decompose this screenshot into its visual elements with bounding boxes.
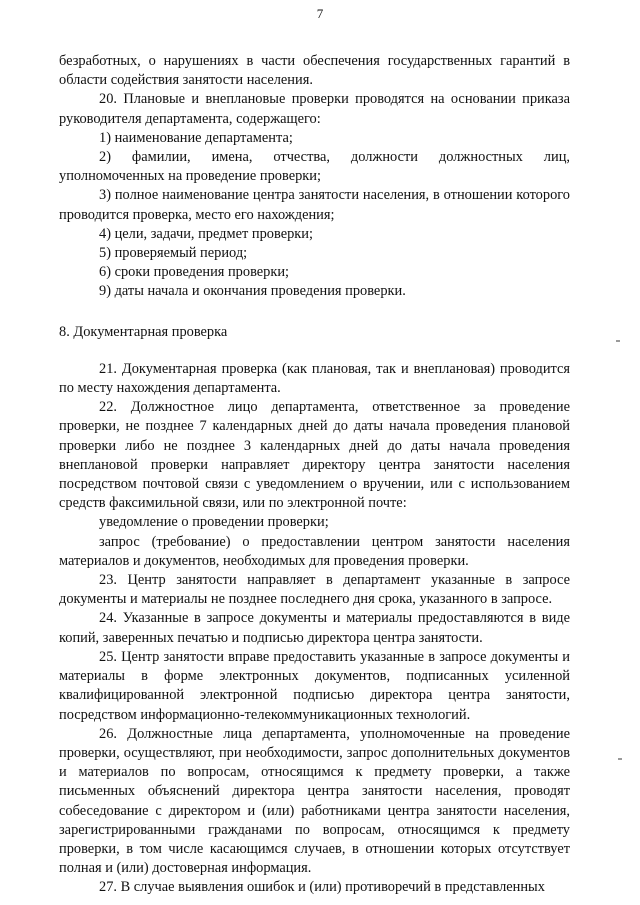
page-number: 7 [316, 6, 324, 21]
list-item-6: 6) сроки проведения проверки; [99, 264, 290, 281]
scan-speck [618, 758, 622, 760]
list-item-2: 2) фамилии, имена, отчества, должности должностных лиц, уполномоченных на проведение проверки; [59, 149, 570, 185]
scan-speck [616, 340, 620, 342]
paragraph-26: 26. Должностные лица департамента, уполномоченные на проведение проверки, осуществляют, при необходимости, запрос дополнительных документов и материалов по вопросам, относящимся к предмету проверки, а также письменных объяснений директора центра занятости населения, проводят собеседование с директором и (или) работниками центра занятости населения, зарегистрированными гражданами по вопросам, относящимся к предмету проверки, в том числе касающимся случаев, в отношении которых отсутствует полная и (или) достоверная информация. [59, 725, 570, 877]
paragraph-22-notice: уведомление о проведении проверки; [99, 514, 329, 531]
paragraph-27: 27. В случае выявления ошибок и (или) противоречий в представленных [99, 879, 545, 896]
paragraph-continuation: безработных, о нарушениях в части обеспечения государственных гарантий в области содействия занятости населения. [59, 53, 570, 89]
paragraph-22-request: запрос (требование) о предоставлении центром занятости населения материалов и документов, необходимых для проведения проверки. [59, 533, 570, 569]
list-item-9: 9) даты начала и окончания проведения проверки. [99, 283, 406, 300]
paragraph-23: 23. Центр занятости направляет в департамент указанные в запросе документы и материалы не позднее последнего дня срока, указанного в запросе. [59, 572, 570, 608]
paragraph-24: 24. Указанные в запросе документы и материалы предоставляются в виде копий, заверенных печатью и подписью директора центра занятости. [59, 610, 570, 646]
page-body [59, 52, 570, 898]
section-title: 8. Документарная проверка [59, 323, 228, 340]
spacer [59, 302, 570, 314]
list-item-1: 1) наименование департамента; [99, 129, 293, 146]
paragraph-20: 20. Плановые и внеплановые проверки проводятся на основании приказа руководителя департамента, содержащего: [59, 91, 570, 127]
list-item-5: 5) проверяемый период; [99, 245, 248, 262]
list-item-3: 3) полное наименование центра занятости населения, в отношении которого проводится проверка, место его нахождения; [59, 187, 570, 223]
paragraph-22: 22. Должностное лицо департамента, ответственное за проведение проверки, не позднее 7 календарных дней до даты начала проведения плановой проверки либо не позднее 3 календарных дней до даты начала проведения внеплановой проверки направляет директору центра занятости населения посредством почтовой связи с уведомлением о вручении, или с использованием средств факсимильной связи, или по электронной почте: [59, 399, 570, 512]
paragraph-21: 21. Документарная проверка (как плановая, так и внеплановая) проводится по месту нахождения департамента. [59, 360, 570, 397]
paragraph-25: 25. Центр занятости вправе предоставить указанные в запросе документы и материалы в форме электронных документов, подписанных усиленной квалифицированной электронной подписью директора центра занятости, посредством информационно-телекоммуникационных технологий. [59, 648, 570, 723]
list-item-4: 4) цели, задачи, предмет проверки; [99, 225, 313, 242]
